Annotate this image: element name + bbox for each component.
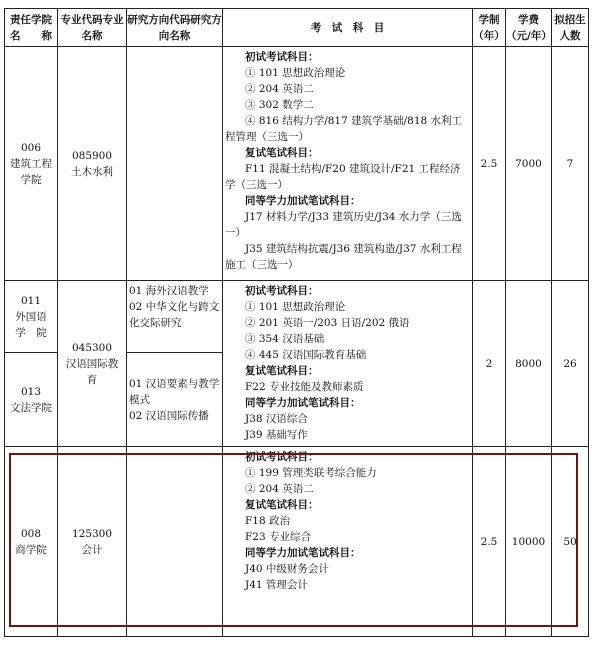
duration-cell: 2.5 bbox=[473, 447, 506, 637]
subject-item: F22 专业技能及教师素质 bbox=[245, 381, 364, 393]
subject-item: ③ 354 汉语基础 bbox=[245, 333, 325, 345]
direction-item: 01 汉语要素与教学模式 bbox=[129, 377, 220, 406]
table-row bbox=[5, 47, 589, 281]
subject-item: F11 混凝土结构/F20 建筑设计/F21 工程经济学（三选一） bbox=[225, 163, 461, 191]
duration-cell: 2 bbox=[473, 281, 506, 447]
direction-cell bbox=[127, 353, 223, 447]
subject-item: J40 中级财务会计 bbox=[245, 563, 329, 575]
subject-item: ② 204 英语二 bbox=[245, 483, 314, 495]
subject-item: J39 基础写作 bbox=[245, 429, 308, 441]
duration-cell: 2.5 bbox=[473, 47, 506, 281]
school-code: 008 bbox=[20, 527, 42, 540]
subject-item: J41 管理会计 bbox=[245, 579, 308, 591]
initial-title: 初试考试科目： bbox=[245, 51, 319, 63]
header-duration: 学制（年） bbox=[473, 9, 506, 47]
subject-item: F18 政治 bbox=[245, 515, 290, 527]
table-row bbox=[5, 447, 589, 637]
school-code: 013 bbox=[20, 385, 42, 398]
quota-cell: 7 bbox=[552, 47, 589, 281]
header-row bbox=[5, 9, 589, 47]
header-fee: 学费（元/年） bbox=[506, 9, 552, 47]
fee-cell: 10000 bbox=[506, 447, 552, 637]
school-cell bbox=[5, 353, 58, 447]
school-name: 文法学院 bbox=[10, 401, 52, 414]
header-quota: 拟招生人数 bbox=[552, 9, 589, 47]
header-subjects: 考 试 科 目 bbox=[223, 9, 473, 47]
direction-cell bbox=[127, 447, 223, 637]
subject-item: ① 101 思想政治理论 bbox=[245, 67, 346, 79]
subject-item: ① 199 管理类联考综合能力 bbox=[245, 467, 377, 479]
equiv-title: 同等学力加试笔试科目： bbox=[245, 195, 361, 207]
table-row bbox=[5, 281, 589, 353]
school-cell bbox=[5, 47, 58, 281]
subject-item: ④ 445 汉语国际教育基础 bbox=[245, 349, 367, 361]
direction-cell bbox=[127, 47, 223, 281]
major-code: 085900 bbox=[71, 149, 113, 162]
subject-item: J38 汉语综合 bbox=[245, 413, 308, 425]
subject-item: ② 201 英语一/203 日语/202 俄语 bbox=[245, 317, 410, 329]
fee-cell: 7000 bbox=[506, 47, 552, 281]
major-name: 汉语国际教 育 bbox=[65, 357, 140, 386]
subject-item: F23 专业综合 bbox=[245, 531, 311, 543]
school-code: 011 bbox=[20, 294, 42, 307]
header-school: 责任学院名 称 bbox=[5, 9, 58, 47]
major-cell bbox=[58, 281, 140, 447]
subjects-cell bbox=[223, 281, 473, 447]
major-name: 土木水利 bbox=[71, 165, 113, 178]
school-cell bbox=[5, 447, 58, 637]
subject-item: J35 建筑结构抗震/J36 建筑构造/J37 水利工程施工（三选一） bbox=[225, 243, 462, 271]
admissions-table bbox=[4, 8, 589, 637]
subjects-cell bbox=[223, 47, 473, 281]
major-code: 045300 bbox=[71, 341, 113, 354]
direction-item: 02 汉语国际传播 bbox=[129, 409, 209, 422]
major-cell bbox=[58, 447, 127, 637]
subject-item: ② 204 英语二 bbox=[245, 83, 314, 95]
school-name: 外国语学 院 bbox=[15, 310, 47, 339]
retest-title: 复试笔试科目： bbox=[245, 499, 319, 511]
retest-title: 复试笔试科目： bbox=[245, 147, 319, 159]
initial-title: 初试考试科目： bbox=[245, 451, 319, 463]
major-cell bbox=[58, 47, 127, 281]
direction-item: 02 中华文化与跨文化交际研究 bbox=[129, 301, 220, 329]
subject-item: ④ 816 结构力学/817 建筑学基础/818 水利工程管理（三选一） bbox=[225, 115, 463, 143]
initial-title: 初试考试科目： bbox=[245, 285, 319, 297]
header-major: 专业代码专业名称 bbox=[58, 9, 127, 47]
subject-item: J17 材料力学/J33 建筑历史/J34 水力学（三选一） bbox=[225, 211, 462, 239]
major-code: 125300 bbox=[71, 527, 113, 540]
subjects-cell bbox=[223, 447, 473, 637]
school-cell bbox=[5, 281, 58, 353]
school-code: 006 bbox=[20, 141, 42, 154]
fee-cell: 8000 bbox=[506, 281, 552, 447]
retest-title: 复试笔试科目： bbox=[245, 365, 319, 377]
equiv-title: 同等学力加试笔试科目： bbox=[245, 397, 361, 409]
direction-cell bbox=[127, 281, 223, 353]
equiv-title: 同等学力加试笔试科目： bbox=[245, 547, 361, 559]
quota-cell: 26 bbox=[552, 281, 589, 447]
school-name: 商学院 bbox=[15, 543, 47, 556]
school-name: 建筑工程学院 bbox=[10, 157, 52, 186]
direction-item: 01 海外汉语教学 bbox=[129, 285, 209, 297]
subject-item: ③ 302 数学二 bbox=[245, 99, 314, 111]
subject-item: ① 101 思想政治理论 bbox=[245, 301, 346, 313]
major-name: 会计 bbox=[81, 543, 103, 556]
quota-cell: 50 bbox=[552, 447, 589, 637]
header-direction: 研究方向代码研究方向名称 bbox=[127, 9, 223, 47]
